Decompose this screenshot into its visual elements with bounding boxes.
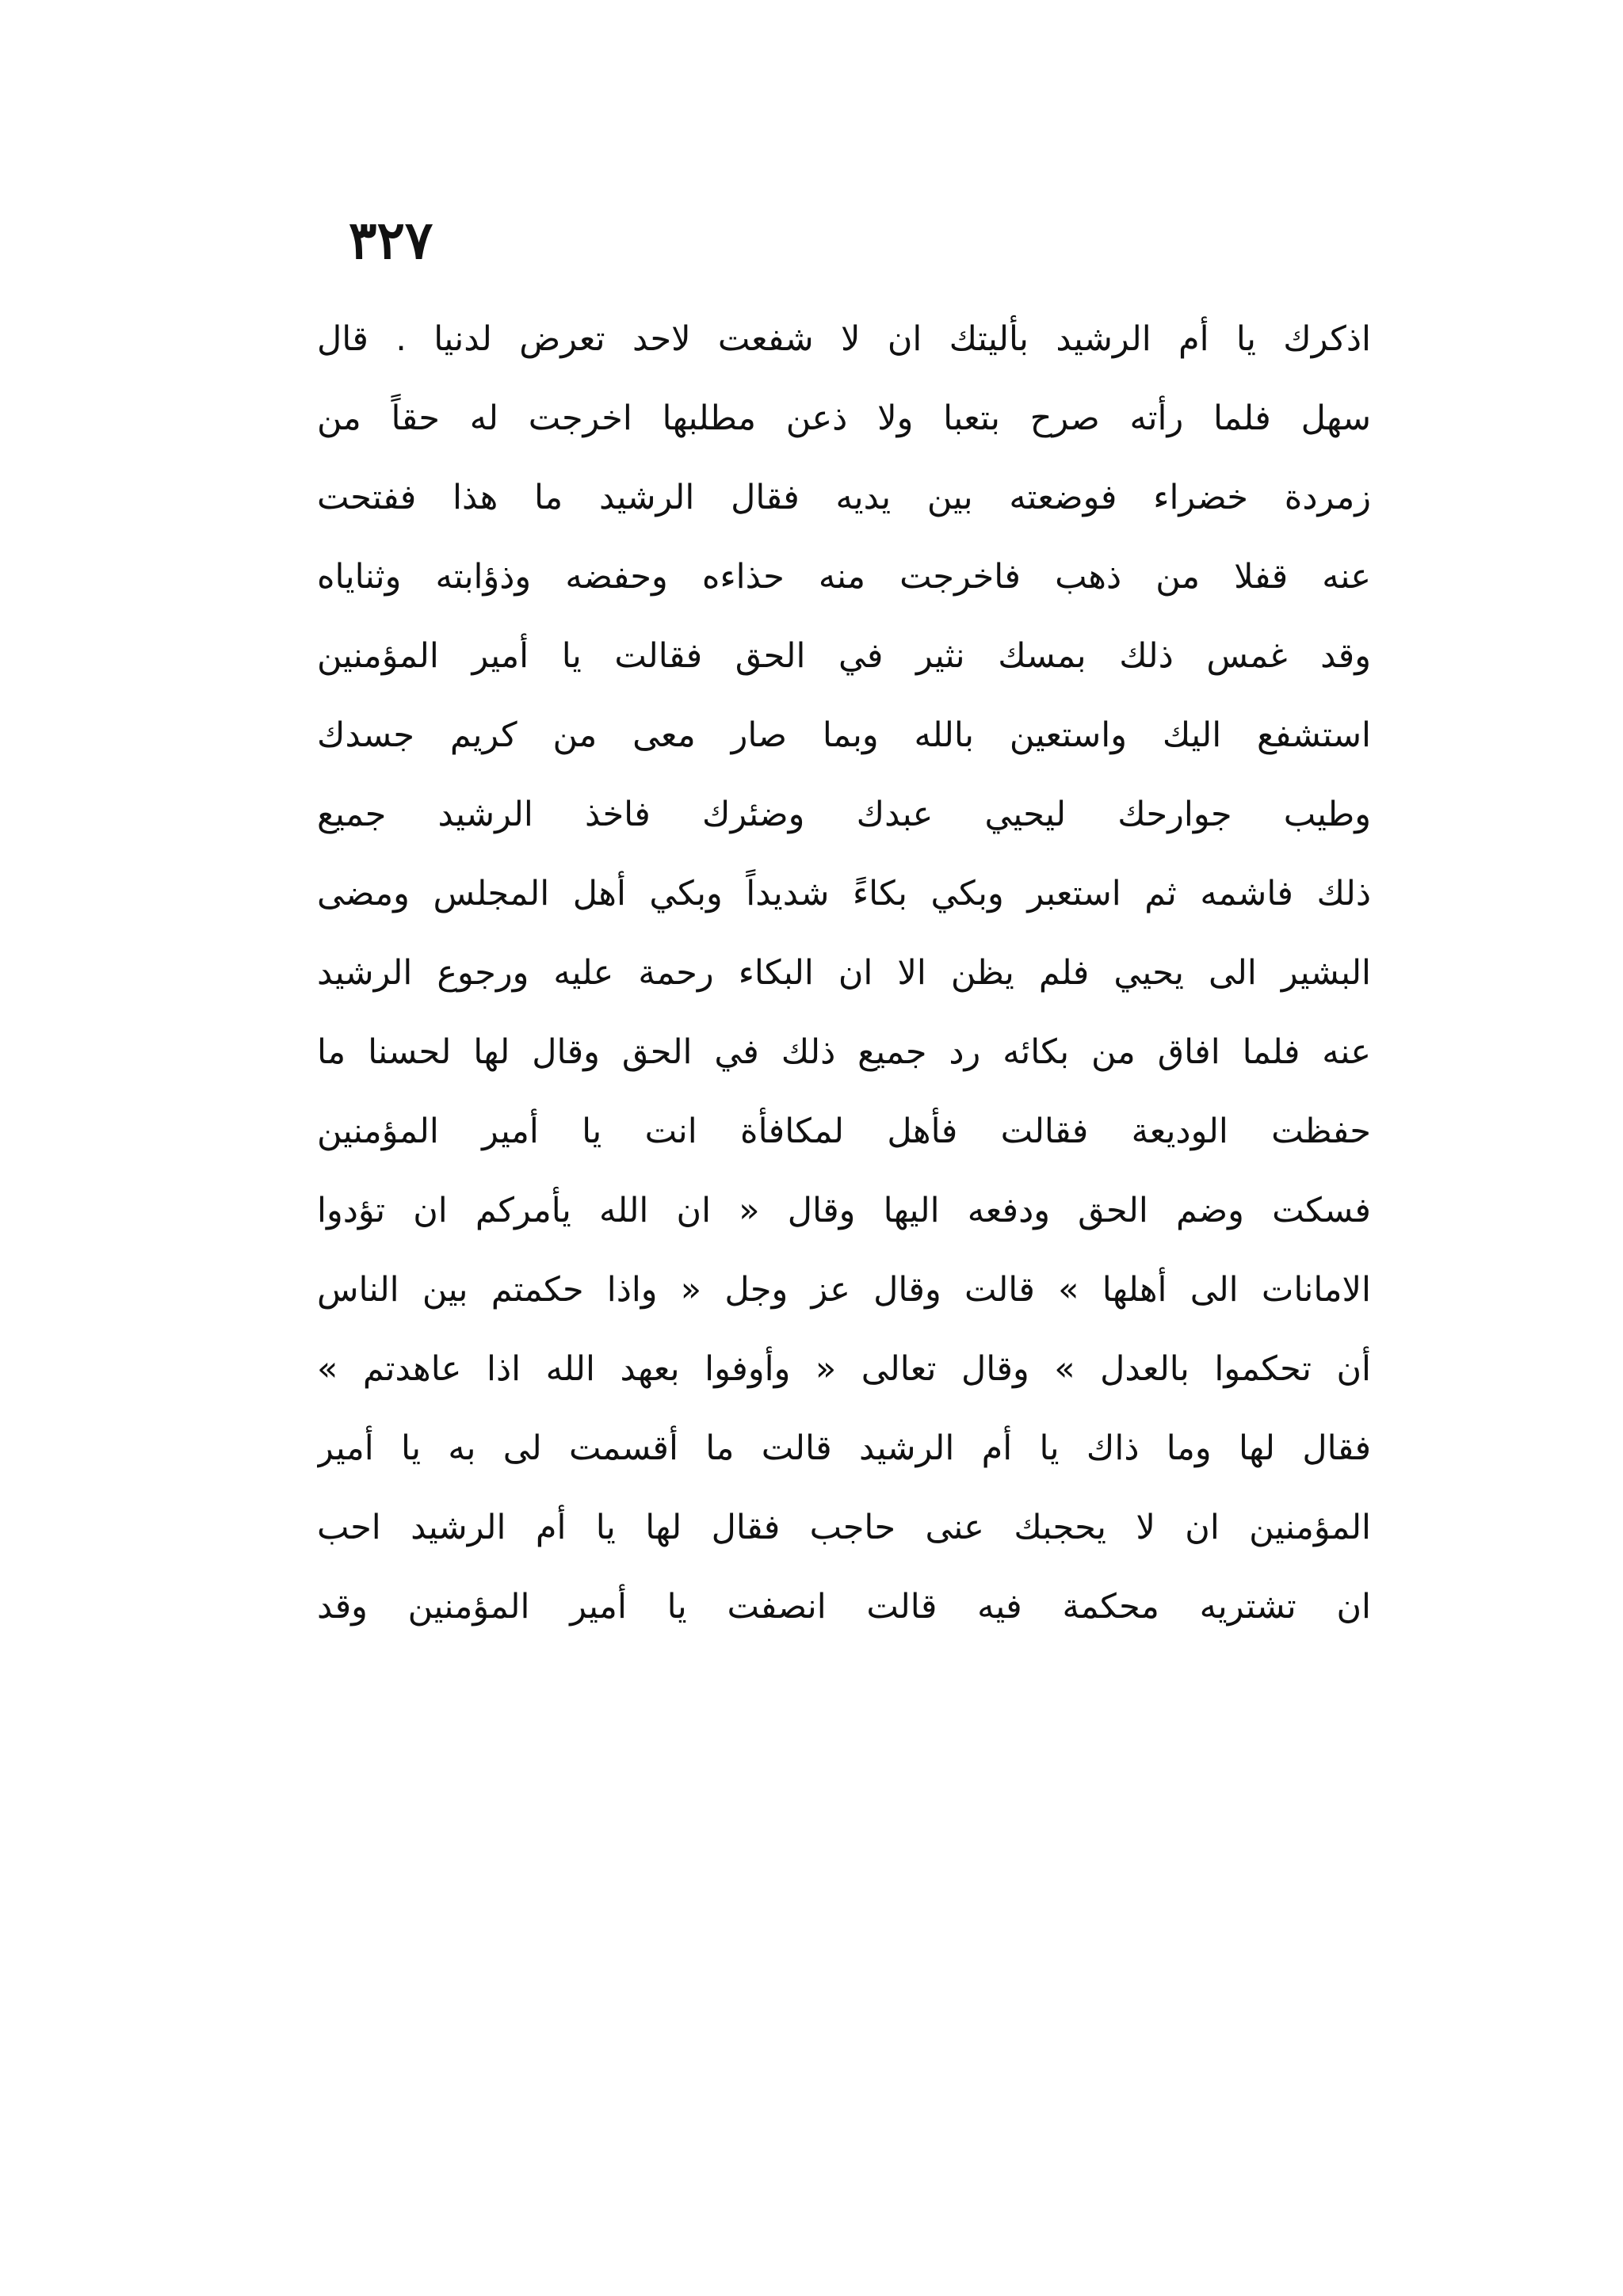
text-line: البشير الى يحيي فلم يظن الا ان البكاء رحمة عليه ورجوع الرشيد <box>317 953 1371 993</box>
text-line: عنه قفلا من ذهب فاخرجت منه حذاءه وحفضه وذؤابته وثناياه <box>317 557 1371 597</box>
text-line: فسكت وضم الحق ودفعه اليها وقال « ان الله يأمركم ان تؤدوا <box>317 1191 1371 1230</box>
text-line: ذلك فاشمه ثم استعبر وبكي بكاءً شديداً وبكي أهل المجلس ومضى <box>317 874 1371 913</box>
text-line: أن تحكموا بالعدل » وقال تعالى « وأوفوا بعهد الله اذا عاهدتم » <box>317 1349 1371 1389</box>
text-line: الامانات الى أهلها » قالت وقال عز وجل « واذا حكمتم بين الناس <box>317 1270 1371 1310</box>
text-line: وطيب جوارحك ليحيي عبدك وضئرك فاخذ الرشيد جميع <box>317 795 1371 834</box>
text-line: اذكرك يا أم الرشيد بأليتك ان لا شفعت لاحد تعرض لدنيا . قال <box>317 319 1371 359</box>
text-line: استشفع اليك واستعين بالله وبما صار معى من كريم جسدك <box>317 715 1371 755</box>
text-line: سهل فلما رأته صرح بتعبا ولا ذعن مطلبها اخرجت له حقاً من <box>317 399 1371 438</box>
text-line: زمردة خضراء فوضعته بين يديه فقال الرشيد ما هذا ففتحت <box>317 478 1371 517</box>
body-text <box>317 299 1371 1646</box>
text-line: عنه فلما افاق من بكائه رد جميع ذلك في الحق وقال لها لحسنا ما <box>317 1032 1371 1072</box>
text-line: حفظت الوديعة فقالت فأهل لمكافأة انت يا أمير المؤمنين <box>317 1112 1371 1151</box>
text-line: وقد غمس ذلك بمسك نثير في الحق فقالت يا أمير المؤمنين <box>317 636 1371 676</box>
text-line: ان تشتريه محكمة فيه قالت انصفت يا أمير المؤمنين وقد <box>317 1587 1371 1627</box>
text-line: المؤمنين ان لا يحجبك عنى حاجب فقال لها يا أم الرشيد احب <box>317 1508 1371 1547</box>
text-line: فقال لها وما ذاك يا أم الرشيد قالت ما أقسمت لى به يا أمير <box>317 1428 1371 1468</box>
page-number: ٣٢٧ <box>349 209 433 271</box>
